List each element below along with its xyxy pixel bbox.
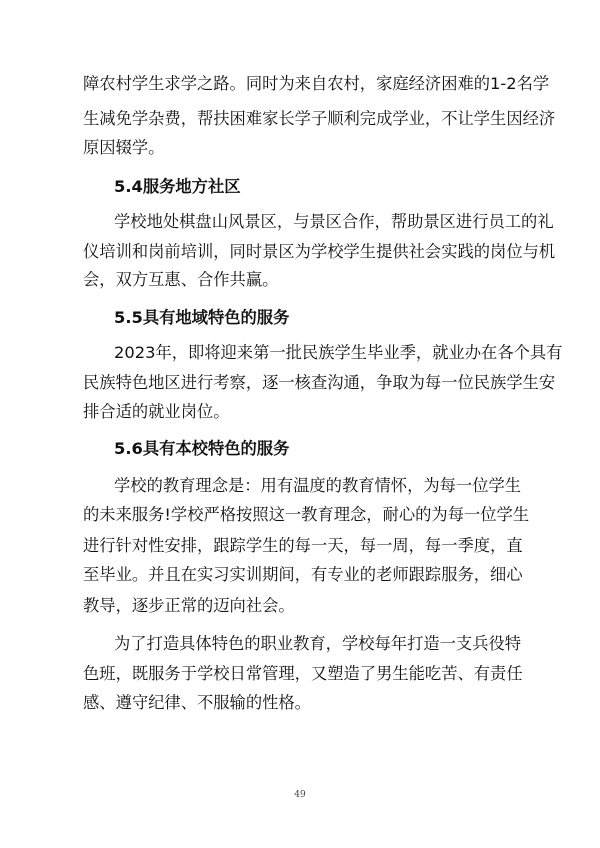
paragraph-line: 色班，既服务于学校日常管理，又塑造了男生能吃苦、有责任 <box>83 664 523 683</box>
page-number: 49 <box>294 790 306 800</box>
paragraph-line: 障农村学生求学之路。同时为来自农村，家庭经济困难的1-2名学 <box>83 74 550 93</box>
paragraph-line: 2023年，即将迎来第一批民族学生毕业季，就业办在各个具有 <box>114 343 563 362</box>
paragraph-line: 感、遵守纪律、不服输的性格。 <box>83 693 311 712</box>
paragraph-line: 民族特色地区进行考察，逐一核查沟通，争取为每一位民族学生安 <box>83 373 556 392</box>
paragraph-line: 排合适的就业岗位。 <box>83 402 230 421</box>
paragraph-line: 至毕业。并且在实习实训期间，有专业的老师跟踪服务，细心 <box>83 565 523 584</box>
paragraph-line: 学校地处棋盘山风景区，与景区合作，帮助景区进行员工的礼 <box>114 212 554 231</box>
paragraph-line: 进行针对性安排，跟踪学生的每一天，每一周，每一季度，直 <box>83 536 523 555</box>
paragraph-line: 的未来服务!学校严格按照这一教育理念，耐心的为每一位学生 <box>83 505 530 524</box>
paragraph-line: 学校的教育理念是：用有温度的教育情怀，为每一位学生 <box>114 476 522 495</box>
paragraph-line: 仪培训和岗前培训，同时景区为学校学生提供社会实践的岗位与机 <box>83 242 556 261</box>
paragraph-line: 为了打造具体特色的职业教育，学校每年打造一支兵役特 <box>114 634 522 653</box>
paragraph-line: 会，双方互惠、合作共赢。 <box>83 270 279 289</box>
section-heading-5-6: 5.6具有本校特色的服务 <box>114 439 290 458</box>
section-heading-5-5: 5.5具有地域特色的服务 <box>114 308 290 327</box>
paragraph-line: 原因辍学。 <box>83 138 165 157</box>
paragraph-line: 教导，逐步正常的迈向社会。 <box>83 596 295 615</box>
paragraph-line: 生减免学杂费，帮扶困难家长学子顺利完成学业，不让学生因经济 <box>83 109 556 128</box>
section-heading-5-4: 5.4服务地方社区 <box>114 177 241 196</box>
